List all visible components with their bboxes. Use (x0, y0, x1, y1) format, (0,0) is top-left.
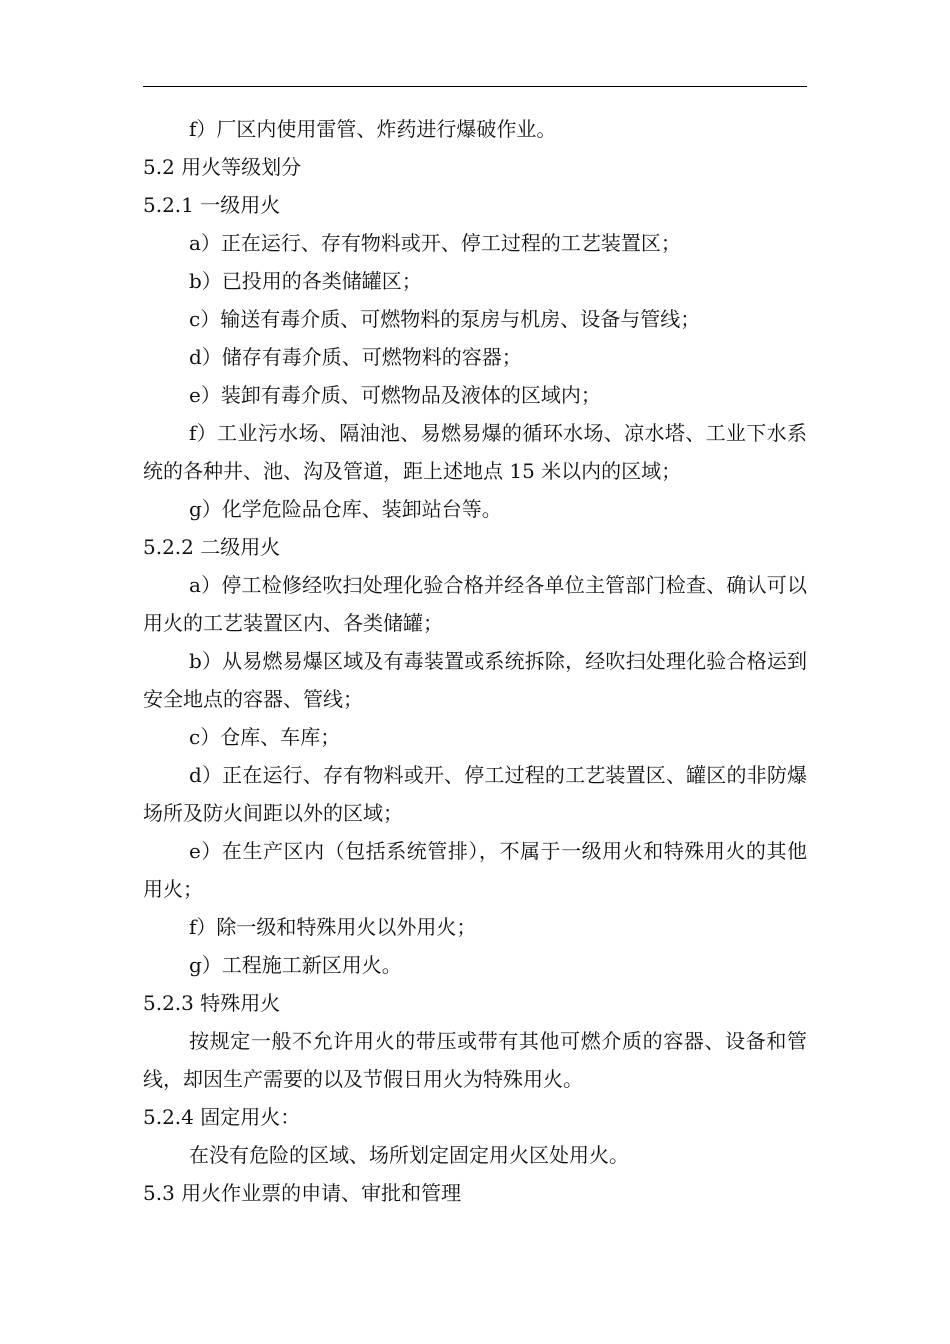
list-item-b: b）从易燃易爆区域及有毒装置或系统拆除，经吹扫处理化验合格运到安全地点的容器、管线； (143, 649, 807, 711)
section-heading-5-2-4: 5.2.4 固定用火： (143, 1105, 301, 1129)
list-item-b: b）已投用的各类储罐区； (189, 269, 422, 293)
list-item-d: d）储存有毒介质、可燃物料的容器； (189, 345, 522, 369)
item-f-blasting: f）厂区内使用雷管、炸药进行爆破作业。 (189, 117, 557, 141)
list-item-d: d）正在运行、存有物料或开、停工过程的工艺装置区、罐区的非防爆场所及防火间距以外的区域； (143, 763, 807, 825)
list-item-e: e）装卸有毒介质、可燃物品及液体的区域内； (189, 383, 601, 407)
paragraph-special-fire: 按规定一般不允许用火的带压或带有其他可燃介质的容器、设备和管线，却因生产需要的以及节假日用火为特殊用火。 (143, 1029, 807, 1091)
list-item-a: a）正在运行、存有物料或开、停工过程的工艺装置区； (189, 231, 681, 255)
list-item-c: c）仓库、车库； (189, 725, 341, 749)
section-heading-5-2-1: 5.2.1 一级用火 (143, 193, 281, 217)
section-heading-5-2: 5.2 用火等级划分 (143, 155, 302, 179)
section-heading-5-3: 5.3 用火作业票的申请、审批和管理 (143, 1181, 462, 1205)
section-heading-5-2-2: 5.2.2 二级用火 (143, 535, 281, 559)
section-heading-5-2-3: 5.2.3 特殊用火 (143, 991, 281, 1015)
list-item-a: a）停工检修经吹扫处理化验合格并经各单位主管部门检查、确认可以用火的工艺装置区内、各类储罐； (143, 573, 807, 635)
header-rule (143, 86, 807, 87)
list-item-f: f）工业污水场、隔油池、易燃易爆的循环水场、凉水塔、工业下水系统的各种井、池、沟及管道，距上述地点 15 米以内的区域； (143, 421, 807, 483)
document-body (143, 110, 807, 1212)
list-item-g: g）化学危险品仓库、装卸站台等。 (189, 497, 502, 521)
paragraph-fixed-fire: 在没有危险的区域、场所划定固定用火区处用火。 (189, 1143, 629, 1167)
list-item-c: c）输送有毒介质、可燃物料的泵房与机房、设备与管线； (189, 307, 701, 331)
list-item-e: e）在生产区内（包括系统管排），不属于一级用火和特殊用火的其他用火； (143, 839, 807, 901)
list-item-f: f）除一级和特殊用火以外用火； (189, 915, 477, 939)
list-item-g: g）工程施工新区用火。 (189, 953, 402, 977)
